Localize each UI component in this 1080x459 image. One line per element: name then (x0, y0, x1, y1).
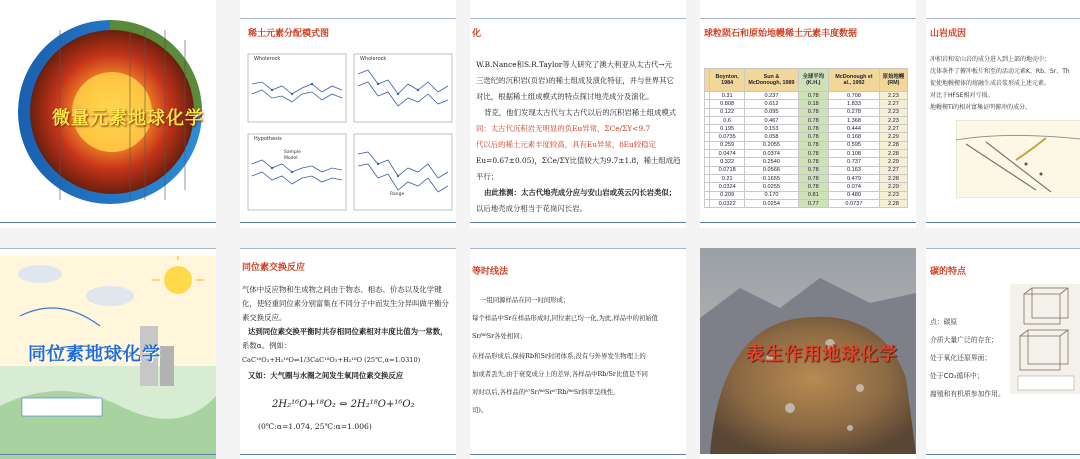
table-row (705, 199, 908, 207)
reaction-line: CaC¹⁶O₃+H₂¹⁸O⇌1/3CaC¹⁸O₃+H₂¹⁶O (25℃,α=1.0310) (242, 356, 421, 364)
table-cell: 0.163 (829, 166, 880, 174)
table-cell: 0.708 (829, 92, 880, 100)
table-cell: 2.28 (879, 150, 907, 158)
table-header: 全球平均(K.H.) (798, 69, 828, 92)
slide-trace-element-geochemistry[interactable] (0, 0, 216, 228)
bottom-rule (700, 222, 916, 223)
table-cell: 0.0374 (745, 150, 798, 158)
table-header: McDonough et al., 1992 (829, 69, 880, 92)
text-line: 对时以后,各样品的⁸⁷Sr/⁸⁶Sr⁸⁷Rb/⁸⁶Sr斜率呈线性, (472, 388, 616, 396)
table-cell: 0.0474 (710, 150, 745, 158)
crystal-structure-diagram (1010, 284, 1080, 394)
table-cell: 0.0718 (710, 166, 745, 174)
slide-title: 稀土元素分配模式图 (248, 29, 330, 39)
slide-title: 等时线法 (472, 267, 509, 277)
table-cell: 0.18 (798, 100, 828, 108)
text-line-highlight: 同：太古代沉积岩无明显的负Eu异常，ΣCe/ΣY<9.7 (476, 124, 651, 133)
text-line-conclusion: 由此推测：太古代地壳成分应与安山岩或英云闪长岩类似； (484, 188, 677, 197)
slide-isotope-geochemistry[interactable] (0, 248, 216, 459)
table-cell: 2.28 (879, 174, 907, 182)
table-cell: 0.122 (710, 108, 745, 116)
text-line: 每个样品中Sr在样品形成时,同位素已均一化,为此,样品中的初始值 (472, 314, 659, 322)
slide-andesite-genesis[interactable] (926, 0, 1080, 228)
text-line: 点：碳原 (930, 318, 958, 326)
slide-carbon-features[interactable] (926, 248, 1080, 459)
table-cell: 0.78 (798, 158, 828, 166)
table-row (705, 174, 908, 182)
text-line: Eu=0.67±0.05)，ΣCe/ΣY比值较大为9.7±1.8，稀土组成趋 (476, 156, 681, 165)
table-cell: 0.31 (710, 92, 745, 100)
table-cell: 0.095 (745, 108, 798, 116)
table-row (705, 141, 908, 149)
table-cell: 0.78 (798, 150, 828, 158)
table-cell: 2.23 (879, 108, 907, 116)
slide-title: 表生作用地球化学 (746, 344, 898, 365)
text-line: 背克，他们发现太古代与太古代以后的沉积岩稀土组成模式 (484, 108, 677, 117)
table-cell: 0.168 (829, 133, 880, 141)
text-line: 腐殖和有机质参加作用。 (930, 390, 1005, 398)
table-row (705, 100, 908, 108)
text-line: 地幔楔Ti的相对富集证明俯冲的成分。 (930, 104, 1032, 111)
abundance-table (704, 68, 908, 208)
table-cell: 0.6 (710, 116, 745, 124)
text-line: 介质大量广泛的存在； (930, 336, 998, 344)
slide-title: 微量元素地球化学 (52, 108, 204, 129)
table-cell: 0.78 (798, 166, 828, 174)
table-cell: 0.595 (829, 141, 880, 149)
table-row (705, 125, 908, 133)
table-cell: 0.278 (829, 108, 880, 116)
table-header: 原始地幔(RM) (879, 69, 907, 92)
text-line: 达到同位素交换平衡时共存相同位素相对丰度比值为一常数， (248, 327, 448, 336)
table-cell: 0.0324 (710, 183, 745, 191)
top-rule (0, 248, 216, 249)
slide-title: 碳的特点 (930, 267, 967, 277)
table-cell: 0.1655 (745, 174, 798, 182)
table-cell: 0.058 (745, 133, 798, 141)
table-row (705, 183, 908, 191)
slide-sedimentary-ree-evolution[interactable] (470, 0, 686, 228)
slide-ree-pattern[interactable] (240, 0, 456, 228)
slide-title: 化 (472, 29, 482, 39)
table-cell: 0.322 (710, 158, 745, 166)
table-cell: 1.368 (829, 116, 880, 124)
table-row (705, 108, 908, 116)
text-line: 化，使轻重同位素分别富集在不同分子中而发生分异叫做平衡分 (242, 299, 449, 308)
top-rule (926, 248, 1080, 249)
table-cell: 2.23 (879, 92, 907, 100)
table-cell: 1.833 (829, 100, 880, 108)
table-cell: 0.0322 (710, 199, 745, 207)
table-cell: 0.108 (829, 150, 880, 158)
table-cell: 2.28 (879, 199, 907, 207)
bottom-rule (240, 222, 456, 223)
text-line: 气体中反应物和生成物之间由于物态、相态、价态以及化学键 (242, 285, 442, 294)
table-cell: 0.170 (745, 191, 798, 199)
table-cell: 0.78 (798, 183, 828, 191)
table-row (705, 166, 908, 174)
table-cell: 0.737 (829, 158, 880, 166)
table-cell: 0.2540 (745, 158, 798, 166)
table-cell: 0.808 (710, 100, 745, 108)
table-cell: 0.479 (829, 174, 880, 182)
text-line: 处于CO₂循环中； (930, 372, 984, 380)
text-line: 以后地壳成分相当于花岗闪长岩。 (476, 204, 587, 213)
table-cell: 2.27 (879, 125, 907, 133)
top-rule (470, 18, 686, 19)
text-line: 对比于HFSE相对亏损。 (930, 92, 994, 99)
bottom-rule (926, 222, 1080, 223)
slide-title: 山岩成因 (930, 29, 967, 39)
table-cell: 0.78 (798, 108, 828, 116)
table-cell: 0.2055 (745, 141, 798, 149)
table-cell: 0.444 (829, 125, 880, 133)
text-line: 司)。 (472, 406, 488, 414)
slide-isotope-exchange[interactable] (240, 248, 456, 459)
table-row (705, 158, 908, 166)
table-row (705, 191, 908, 199)
text-line: 对比，根据稀土组成模式的特点探讨地壳成分及演化。 (476, 92, 654, 101)
table-cell: 0.78 (798, 116, 828, 124)
slide-title: 球粒陨石和原始地幔稀土元素丰度数据 (704, 29, 858, 39)
table-cell: 2.29 (879, 158, 907, 166)
table-header: Sun & McDonough, 1989 (745, 69, 798, 92)
subduction-diagram (956, 120, 1080, 198)
table-cell: 0.612 (745, 100, 798, 108)
table-cell: 0.78 (798, 125, 828, 133)
slide-isochron-method[interactable] (470, 248, 686, 459)
text-line: W.B.Nance和S.R.Taylor等人研究了澳大利亚从太古代→元 (476, 60, 672, 69)
text-line: 处于氧化还原界面； (930, 354, 992, 362)
table-cell: 2.29 (879, 133, 907, 141)
bottom-rule (0, 454, 216, 455)
bottom-rule (240, 454, 456, 455)
text-line: 平行； (476, 172, 499, 181)
table-cell: 0.0255 (745, 183, 798, 191)
legend-entry: Range (390, 192, 405, 197)
ree-chart-panels (240, 44, 456, 224)
legend-entry: Model (284, 156, 298, 161)
chart-label: Wholerock (360, 56, 387, 62)
text-line: 冲积岩和安山岩的成分进入到上部的地壳中； (930, 56, 1051, 63)
table-row (705, 133, 908, 141)
formula-condition: (0℃:α=1.074, 25℃:α=1.006) (258, 422, 372, 431)
slide-supergene-geochemistry[interactable] (700, 248, 916, 459)
table-cell: 0.480 (829, 191, 880, 199)
bottom-rule (0, 222, 216, 223)
text-line: 系数α。例如： (242, 341, 292, 350)
table-cell: 2.27 (879, 166, 907, 174)
table-cell: 0.074 (829, 183, 880, 191)
table-cell: 0.0737 (829, 199, 880, 207)
table-cell: 0.209 (710, 191, 745, 199)
text-line: Sr/⁸⁶Sr各处相同； (472, 332, 527, 340)
table-cell: 0.78 (798, 133, 828, 141)
chart-label: Hypothesis (254, 136, 282, 142)
table-cell: 0.78 (798, 174, 828, 182)
table-cell: 0.77 (798, 199, 828, 207)
top-rule (926, 18, 1080, 19)
table-cell: 0.259 (710, 141, 745, 149)
table-row (705, 150, 908, 158)
table-header: Boynton, 1984 (710, 69, 745, 92)
table-cell: 2.23 (879, 116, 907, 124)
text-line: 促使地幔楔体的熔融生成岩浆形成上述元素。 (930, 80, 1051, 87)
bottom-rule (470, 454, 686, 455)
table-cell: 0.81 (798, 191, 828, 199)
table-cell: 0.467 (745, 116, 798, 124)
top-rule (240, 18, 456, 19)
table-cell: 0.21 (710, 174, 745, 182)
table-cell: 0.195 (710, 125, 745, 133)
text-line-highlight: 代以后的稀土元素丰度较高，具有Eu异常，δEu较稳定 (476, 140, 656, 149)
table-cell: 0.78 (798, 141, 828, 149)
table-cell: 2.28 (879, 141, 907, 149)
table-cell: 2.23 (879, 191, 907, 199)
exchange-formula: 2H₂¹⁶O+¹⁸O₂ ⇔ 2H₂¹⁸O+¹⁶O₂ (272, 399, 415, 410)
legend-entry: Sample (284, 150, 301, 155)
slide-title: 同位素地球化学 (28, 344, 161, 365)
bottom-rule (470, 222, 686, 223)
table-cell: 0.237 (745, 92, 798, 100)
text-line: 又如：大气圈与水圈之间发生氧同位素交换反应 (248, 371, 404, 380)
text-line: 三迭纪的沉积岩(页岩)的稀土组成及演化特征，并与世界其它 (476, 76, 674, 85)
text-line: 素交换反应。 (242, 313, 287, 322)
table-row (705, 92, 908, 100)
table-cell: 0.0254 (745, 199, 798, 207)
slide-title: 同位素交换反应 (242, 263, 306, 273)
table-cell: 2.29 (879, 183, 907, 191)
table-cell: 0.153 (745, 125, 798, 133)
text-line: 沈体条件了俯冲板片和至的活动元素K、Rb、Sr、Th (930, 68, 1070, 75)
bottom-rule (926, 454, 1080, 455)
slide-chondrite-mantle-data[interactable] (700, 0, 916, 228)
table-cell: 2.27 (879, 100, 907, 108)
text-line: 在样品形成后,保持Rb和Sr封闭体系,没有与外界发生物理上的 (472, 352, 646, 360)
table-cell: 0.0566 (745, 166, 798, 174)
top-rule (700, 18, 916, 19)
text-line: 一组同源样品在同一时间形成； (480, 296, 570, 304)
top-rule (240, 248, 456, 249)
top-rule (470, 248, 686, 249)
table-cell: 0.78 (798, 92, 828, 100)
chart-label: Wholerock (254, 56, 281, 62)
text-line: 加或者丢失,由于衰变成分上的差异,各样品中Rb/Sr比值是不同 (472, 370, 648, 378)
table-cell: 0.0735 (710, 133, 745, 141)
table-row (705, 116, 908, 124)
